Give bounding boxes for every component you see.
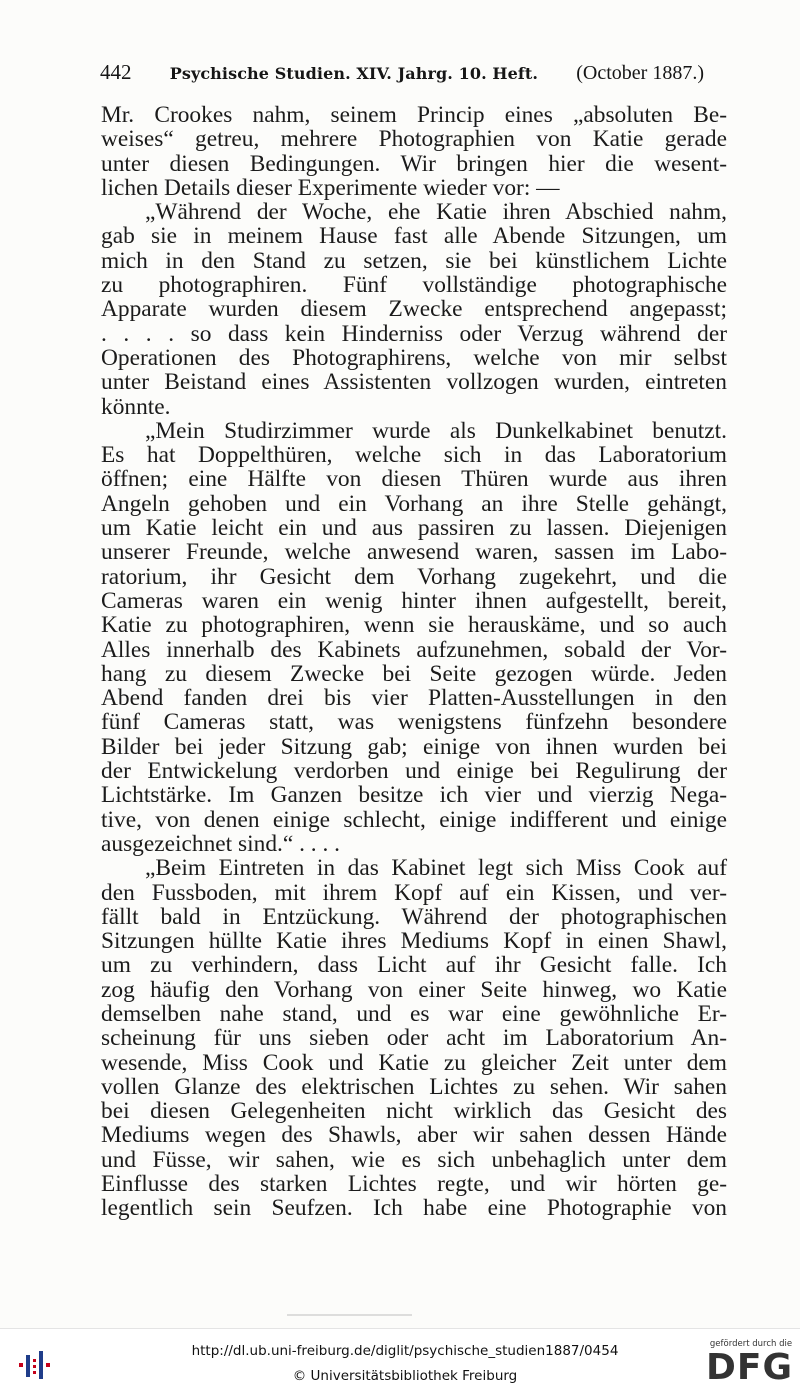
body-text bbox=[101, 103, 727, 1221]
page-bottom-mark bbox=[287, 1314, 412, 1316]
text-line: fünf Cameras statt, was wenigstens fünfzehn besondere bbox=[101, 709, 727, 736]
text-line: unserer Freunde, welche anwesend waren, sassen im Labo- bbox=[101, 539, 727, 566]
issue-date: (October 1887.) bbox=[576, 62, 704, 84]
source-url[interactable]: http://dl.ub.uni-freiburg.de/diglit/psychische_studien1887/0454 bbox=[191, 1343, 619, 1359]
text-line: „Beim Eintreten in das Kabinet legt sich Miss Cook auf bbox=[145, 855, 727, 882]
text-line: legentlich sein Seufzen. Ich habe eine Photographie von bbox=[101, 1195, 727, 1222]
text-line: ratorium, ihr Gesicht dem Vorhang zugekehrt, und die bbox=[101, 563, 727, 590]
university-library-logo-icon bbox=[16, 1347, 52, 1383]
text-line: demselben nahe stand, und es war eine gewöhnliche Er- bbox=[101, 1000, 727, 1027]
text-line: gab sie in meinem Hause fast alle Abende Sitzungen, um bbox=[101, 223, 727, 250]
text-line: tive, von denen einige schlecht, einige indifferent und einige bbox=[101, 806, 727, 833]
text-line: der Entwickelung verdorben und einige bei Regulirung der bbox=[101, 758, 727, 785]
text-line: unter Beistand eines Assistenten vollzogen wurden, eintreten bbox=[101, 369, 727, 396]
text-line: scheinung für uns sieben oder acht im Laboratorium An- bbox=[101, 1025, 727, 1052]
text-line: Operationen des Photographirens, welche von mir selbst bbox=[101, 344, 727, 371]
running-title: Psychische Studien. XIV. Jahrg. 10. Heft. bbox=[169, 64, 539, 83]
copyright-notice: © Universitätsbibliothek Freiburg bbox=[292, 1368, 518, 1384]
page-number: 442 bbox=[100, 60, 132, 84]
text-line: vollen Glanze des elektrischen Lichtes zu sehen. Wir sahen bbox=[101, 1073, 727, 1100]
text-line: öffnen; eine Hälfte von diesen Thüren wurde aus ihren bbox=[101, 466, 727, 493]
text-line: Abend fanden drei bis vier Platten-Ausstellungen in den bbox=[101, 685, 727, 712]
text-line: zu photographiren. Fünf vollständige photographische bbox=[101, 272, 727, 299]
running-header bbox=[100, 60, 704, 85]
text-line: wesende, Miss Cook und Katie zu gleicher Zeit unter dem bbox=[101, 1049, 727, 1076]
text-line: Cameras waren ein wenig hinter ihnen aufgestellt, bereit, bbox=[101, 587, 727, 614]
text-line: „Während der Woche, ehe Katie ihren Abschied nahm, bbox=[145, 199, 727, 226]
text-line: und Füsse, wir sahen, wie es sich unbehaglich unter dem bbox=[101, 1146, 727, 1173]
text-line: Lichtstärke. Im Ganzen besitze ich vier und vierzig Nega- bbox=[101, 782, 727, 809]
text-line: Bilder bei jeder Sitzung gab; einige von ihnen wurden bei bbox=[101, 733, 727, 760]
text-line: hang zu diesem Zwecke bei Seite gezogen würde. Jeden bbox=[101, 660, 727, 687]
text-line: Mediums wegen des Shawls, aber wir sahen dessen Hände bbox=[101, 1122, 727, 1149]
text-line: bei diesen Gelegenheiten nicht wirklich das Gesicht des bbox=[101, 1098, 727, 1125]
text-line: um Katie leicht ein und aus passiren zu lassen. Diejenigen bbox=[101, 515, 727, 542]
text-line: Einflusse des starken Lichtes regte, und wir hörten ge- bbox=[101, 1171, 727, 1198]
text-line: lichen Details dieser Experimente wieder vor: — bbox=[101, 174, 560, 201]
text-line: Sitzungen hüllte Katie ihres Mediums Kopf in einen Shawl, bbox=[101, 928, 727, 955]
text-line: . . . . so dass kein Hinderniss oder Verzug während der bbox=[101, 320, 727, 347]
text-line: um zu verhindern, dass Licht auf ihr Gesicht falle. Ich bbox=[101, 952, 727, 979]
text-line: „Mein Studirzimmer wurde als Dunkelkabinet benutzt. bbox=[145, 417, 727, 444]
viewer-footer bbox=[0, 1328, 800, 1396]
text-line: Katie zu photographiren, wenn sie herauskäme, und so auch bbox=[101, 612, 727, 639]
text-line: Angeln gehoben und ein Vorhang an ihre Stelle gehängt, bbox=[101, 490, 727, 517]
dfg-caption: gefördert durch die bbox=[709, 1339, 793, 1349]
text-line: weises“ getreu, mehrere Photographien von Katie gerade bbox=[101, 126, 727, 153]
text-line: unter diesen Bedingungen. Wir bringen hier die wesent- bbox=[101, 150, 727, 177]
text-line: Apparate wurden diesem Zwecke entsprechend angepasst; bbox=[101, 296, 727, 323]
text-line: Mr. Crookes nahm, seinem Princip eines „absoluten Be- bbox=[101, 102, 727, 128]
text-line: Es hat Doppelthüren, welche sich in das Laboratorium bbox=[101, 442, 727, 469]
text-line: zog häufig den Vorhang von einer Seite hinweg, wo Katie bbox=[101, 976, 727, 1003]
text-line: fällt bald in Entzückung. Während der photographischen bbox=[101, 903, 727, 930]
text-line: den Fussboden, mit ihrem Kopf auf ein Kissen, und ver- bbox=[101, 879, 727, 906]
text-line: Alles innerhalb des Kabinets aufzunehmen, sobald der Vor- bbox=[101, 636, 727, 663]
text-line: ausgezeichnet sind.“ . . . . bbox=[101, 830, 341, 857]
dfg-logo: DFG bbox=[706, 1347, 794, 1388]
text-line: könnte. bbox=[101, 393, 171, 420]
text-line: mich in den Stand zu setzen, sie bei künstlichem Lichte bbox=[101, 247, 727, 274]
